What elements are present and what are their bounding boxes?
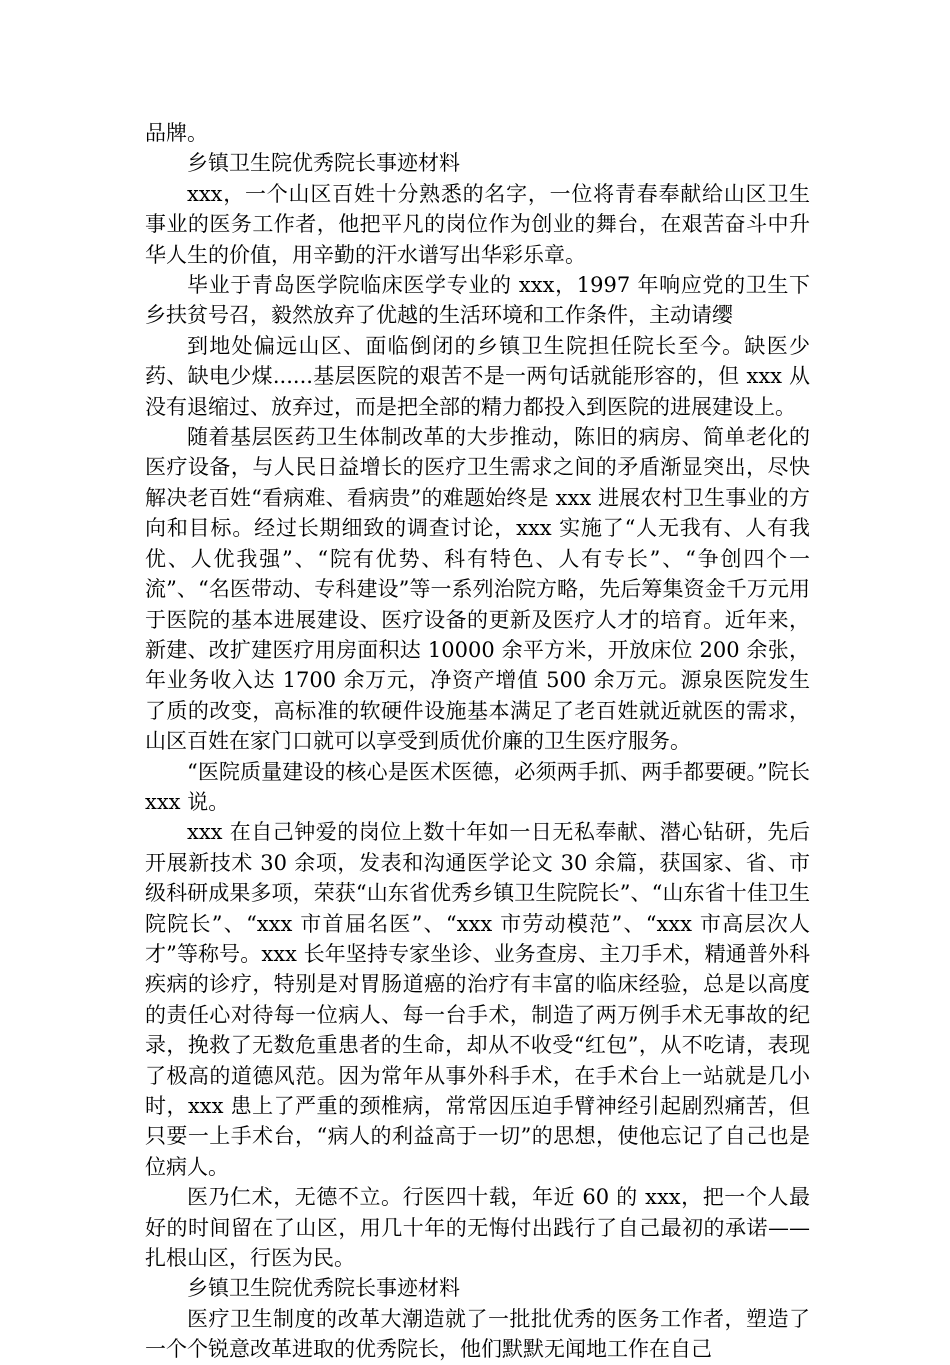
document-body xyxy=(145,118,810,1365)
paragraph: 到地处偏远山区、面临倒闭的乡镇卫生院担任院长至今。缺医少药、缺电少煤......基层医院的艰苦不是一两句话就能形容的，但 xxx 从没有退缩过、放弃过，而是把全部的精力都投入到医院的进展建设上。 xyxy=(145,333,810,419)
paragraph: 随着基层医药卫生体制改革的大步推动，陈旧的病房、简单老化的医疗设备，与人民日益增长的医疗卫生需求之间的矛盾渐显突出，尽快解决老百姓“看病难、看病贵”的难题始终是 xxx 进展农村卫生事业的方向和目标。经过长期细致的调查讨论，xxx 实施了“人无我有、人有我优、人优我强”、“院有优势、科有特色、人有专长”、“争创四个一流”、“名医带动、专科建设”等一系列治院方略，先后筹集资金千万元用于医院的基本进展建设、医疗设备的更新及医疗人才的培育。近年来，新建、改扩建医疗用房面积达 10000 余平方米，开放床位 200 余张，年业务收入达 1700 余万元，净资产增值 500 余万元。源泉医院发生了质的改变，高标准的软硬件设施基本满足了老百姓就近就医的需求，山区百姓在家门口就可以享受到质优价廉的卫生医疗服务。 xyxy=(145,425,810,754)
paragraph: 医疗卫生制度的改革大潮造就了一批批优秀的医务工作者，塑造了一个个锐意改革进取的优秀院长，他们默默无闻地工作在自己 xyxy=(145,1306,810,1362)
paragraph: “医院质量建设的核心是医术医德，必须两手抓、两手都要硬。”院长 xxx 说。 xyxy=(145,759,810,814)
paragraph: 医乃仁术，无德不立。行医四十载，年近 60 的 xxx，把一个人最好的时间留在了山区，用几十年的无悔付出践行了自己最初的承诺——扎根山区，行医为民。 xyxy=(145,1185,810,1271)
paragraph: xxx 在自己钟爱的岗位上数十年如一日无私奉献、潜心钻研，先后开展新技术 30 余项，发表和沟通医学论文 30 余篇，获国家、省、市级科研成果多项，荣获“山东省优秀乡镇卫生院院长”、“山东省十佳卫生院院长”、“xxx 市首届名医”、“xxx 市劳动模范”、“xxx 市高层次人才”等称号。xxx 长年坚持专家坐诊、业务查房、主刀手术，精通普外科疾病的诊疗，特别是对胃肠道癌的治疗有丰富的临床经验，总是以高度的责任心对待每一位病人、每一台手术，制造了两万例手术无事故的纪录，挽救了无数危重患者的生命，却从不收受“红包”，从不吃请，表现了极高的道德风范。因为常年从事外科手术，在手术台上一站就是几小时，xxx 患上了严重的颈椎病，常常因压迫手臂神经引起剧烈痛苦，但只要一上手术台，“病人的利益高于一切”的思想，使他忘记了自己也是位病人。 xyxy=(145,820,810,1179)
paragraph-continuation: 品牌。 xyxy=(145,121,208,145)
section-heading: 乡镇卫生院优秀院长事迹材料 xyxy=(187,151,460,176)
paragraph: 毕业于青岛医学院临床医学专业的 xxx，1997 年响应党的卫生下乡扶贫号召，毅然放弃了优越的生活环境和工作条件，主动请缨 xyxy=(145,273,810,328)
section-heading: 乡镇卫生院优秀院长事迹材料 xyxy=(187,1276,460,1301)
paragraph: xxx，一个山区百姓十分熟悉的名字，一位将青春奉献给山区卫生事业的医务工作者，他把平凡的岗位作为创业的舞台，在艰苦奋斗中升华人生的价值，用辛勤的汗水谱写出华彩乐章。 xyxy=(145,181,810,267)
